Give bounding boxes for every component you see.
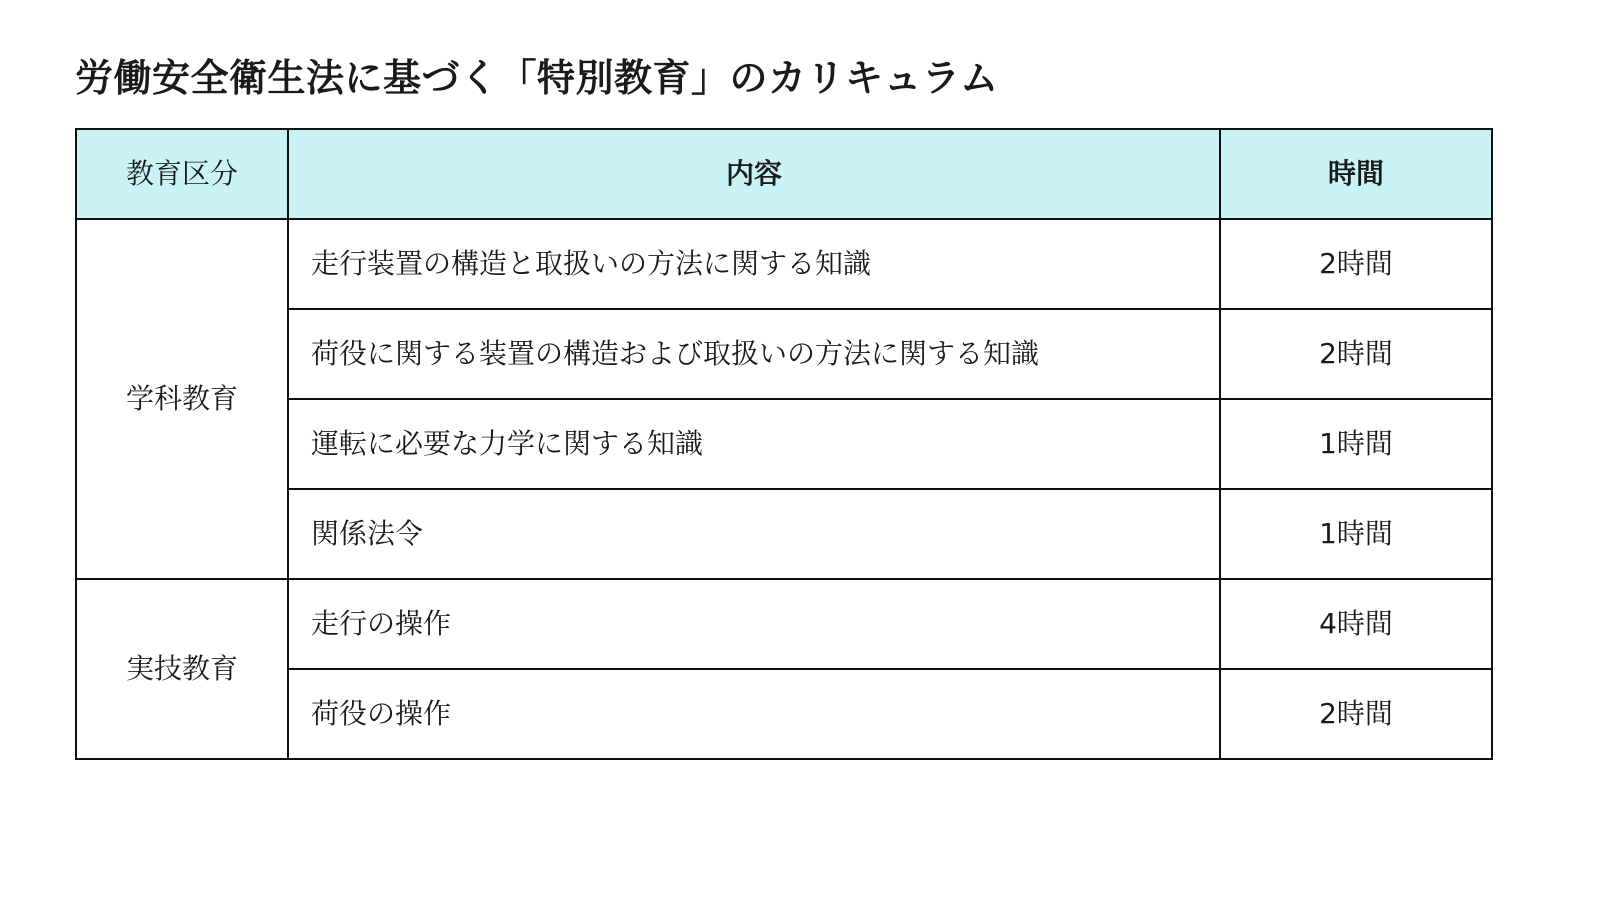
curriculum-table <box>75 128 1493 760</box>
table-row <box>76 579 1492 669</box>
content-cell: 運転に必要な力学に関する知識 <box>288 399 1220 489</box>
time-cell: 1時間 <box>1220 489 1492 579</box>
table-row <box>76 669 1492 759</box>
table-row <box>76 219 1492 309</box>
header-time: 時間 <box>1220 129 1492 219</box>
category-cell-practical: 実技教育 <box>76 579 288 759</box>
content-cell: 荷役の操作 <box>288 669 1220 759</box>
time-cell: 1時間 <box>1220 399 1492 489</box>
page-title: 労働安全衛生法に基づく「特別教育」のカリキュラム <box>75 56 999 100</box>
table-row <box>76 309 1492 399</box>
content-cell: 関係法令 <box>288 489 1220 579</box>
content-cell: 走行の操作 <box>288 579 1220 669</box>
header-category: 教育区分 <box>76 129 288 219</box>
table-header-row <box>76 129 1492 219</box>
header-content: 内容 <box>288 129 1220 219</box>
time-cell: 2時間 <box>1220 309 1492 399</box>
content-cell: 走行装置の構造と取扱いの方法に関する知識 <box>288 219 1220 309</box>
table-row <box>76 399 1492 489</box>
category-cell-academic: 学科教育 <box>76 219 288 579</box>
content-cell: 荷役に関する装置の構造および取扱いの方法に関する知識 <box>288 309 1220 399</box>
time-cell: 2時間 <box>1220 219 1492 309</box>
time-cell: 2時間 <box>1220 669 1492 759</box>
table-row <box>76 489 1492 579</box>
time-cell: 4時間 <box>1220 579 1492 669</box>
